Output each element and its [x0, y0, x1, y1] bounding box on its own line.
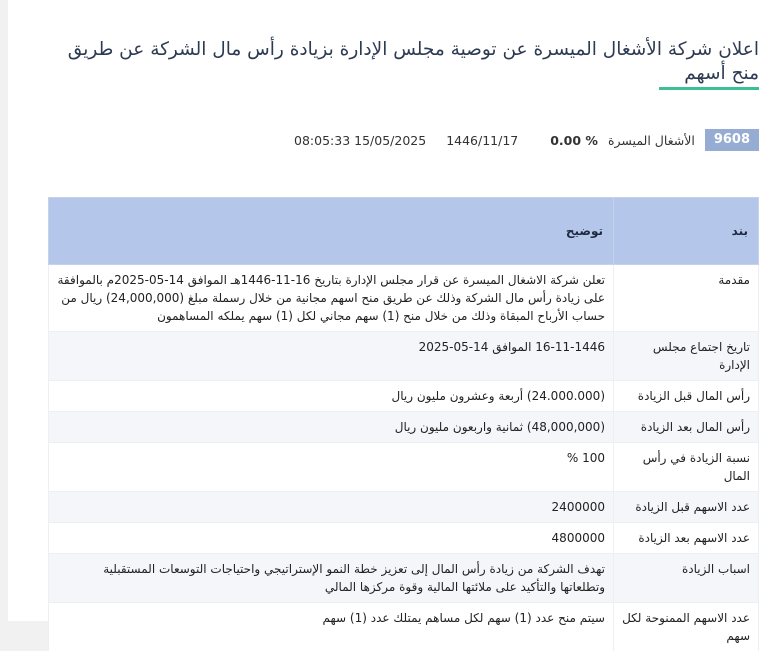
table-row — [49, 265, 759, 332]
table-row — [49, 381, 759, 412]
row-description: تهدف الشركة من زيادة رأس المال إلى تعزيز خطة النمو الإستراتيجي واحتياجات التوسعات المستقبلية وتطلعاتها والتأكيد على ملائتها المالية وقوة مركزها المالي — [49, 554, 614, 603]
row-description: 16-11-1446 الموافق 14-05-2025 — [49, 332, 614, 381]
company-name[interactable]: الأشغال الميسرة — [608, 133, 695, 148]
table-row — [49, 523, 759, 554]
stock-code-badge[interactable]: 9608 — [705, 129, 759, 151]
row-description: 4800000 — [49, 523, 614, 554]
announcement-details-table — [48, 197, 759, 651]
row-description: (48,000,000) ثمانية واربعون مليون ريال — [49, 412, 614, 443]
row-item: رأس المال بعد الزيادة — [614, 412, 759, 443]
row-item: نسبة الزيادة في رأس المال — [614, 443, 759, 492]
stock-meta-bar — [294, 129, 759, 151]
announcement-title: اعلان شركة الأشغال الميسرة عن توصية مجلس الإدارة بزيادة رأس مال الشركة عن طريق منح أسهم — [59, 38, 759, 86]
row-item: اسباب الزيادة — [614, 554, 759, 603]
row-item: عدد الاسهم الممنوحة لكل سهم — [614, 603, 759, 651]
row-description: 2400000 — [49, 492, 614, 523]
row-item: مقدمة — [614, 265, 759, 332]
header-item: بند — [614, 198, 759, 265]
row-item: رأس المال قبل الزيادة — [614, 381, 759, 412]
hijri-date: 1446/11/17 — [446, 133, 518, 148]
header-description: توضيح — [49, 198, 614, 265]
table-row — [49, 492, 759, 523]
announcement-datetime: 08:05:33 15/05/2025 — [294, 133, 426, 148]
row-item: عدد الاسهم قبل الزيادة — [614, 492, 759, 523]
row-item: عدد الاسهم بعد الزيادة — [614, 523, 759, 554]
table-header-row — [49, 198, 759, 265]
price-change: 0.00 % — [550, 133, 598, 148]
row-description: 100 % — [49, 443, 614, 492]
table-row — [49, 412, 759, 443]
title-underline — [659, 87, 759, 90]
row-description: تعلن شركة الاشغال الميسرة عن قرار مجلس الإدارة بتاريخ 16-11-1446هـ الموافق 14-05-2025م بالموافقة على زيادة رأس مال الشركة وذلك عن طريق منح اسهم مجانية من خلال رسملة مبلغ (24,000,000) ريال من حساب الأرباح المبقاة وذلك من خلال منح (1) سهم مجاني لكل (1) سهم يملكه المساهمون — [49, 265, 614, 332]
row-description: (24.000.000) أربعة وعشرون مليون ريال — [49, 381, 614, 412]
row-description: سيتم منح عدد (1) سهم لكل مساهم يمتلك عدد (1) سهم — [49, 603, 614, 651]
table-row — [49, 603, 759, 651]
row-item: تاريخ اجتماع مجلس الإدارة — [614, 332, 759, 381]
table-row — [49, 332, 759, 381]
announcement-panel — [8, 0, 759, 621]
table-row — [49, 443, 759, 492]
table-row — [49, 554, 759, 603]
